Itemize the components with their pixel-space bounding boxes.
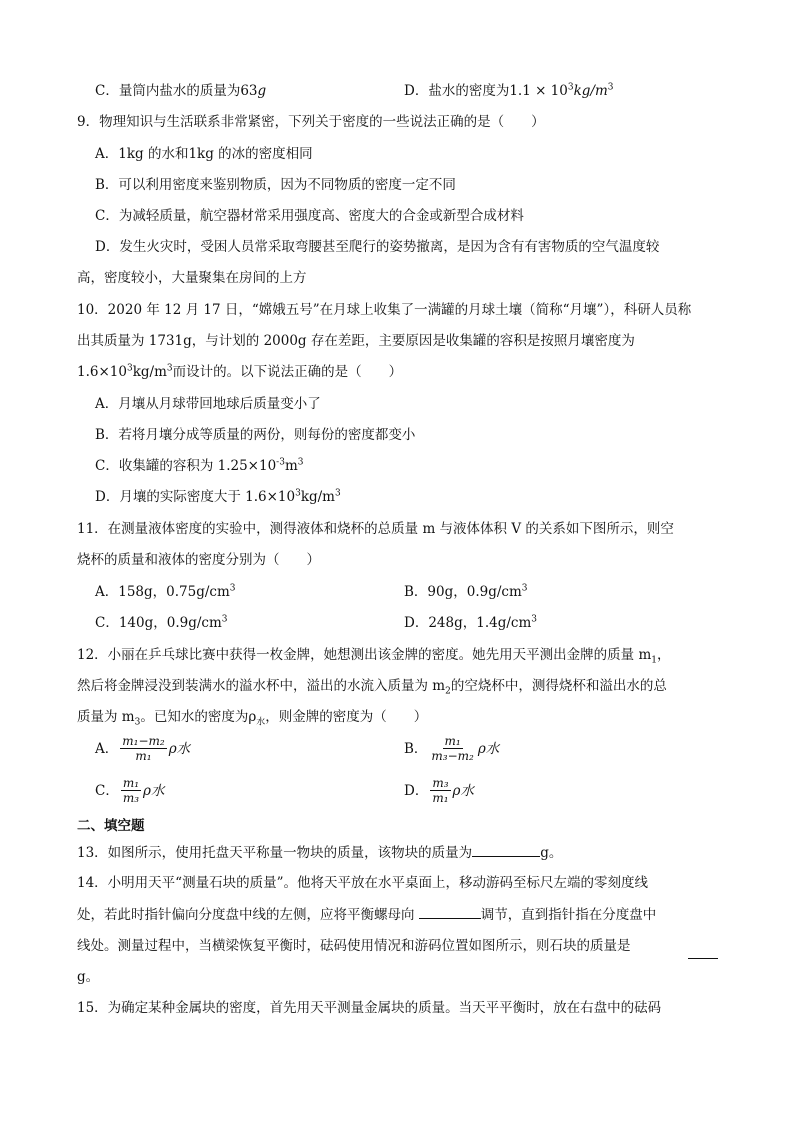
q9-option-d-line2: 高，密度较小，大量聚集在房间的上方	[77, 270, 307, 286]
q9-stem: 9．物理知识与生活联系非常紧密，下列关于密度的一些说法正确的是（ ）	[77, 114, 545, 130]
q14-line3: 线处。测量过程中，当横梁恢复平衡时，砝码使用情况和游码位置如图所示，则石块的质量是	[77, 938, 631, 954]
q12-option-b: B． $\frac{\text{m₁}}{\text{m₃−m₂}}$ ρ水	[404, 734, 500, 763]
q12-option-c: C． $\frac{\text{m₁}}{\text{m₃}}$ ρ水	[95, 776, 165, 805]
q10-stem-line2: 出其质量为 1731g，与计划的 2000g 存在差距，主要原因是收集罐的容积是按照月壤密度为	[77, 333, 635, 349]
q10-option-c: C．收集罐的容积为 $1.25\times 10^{-3}m^3$	[95, 457, 304, 474]
q12-stem-line1: 12．小丽在乒乓球比赛中获得一枚金牌，她想测出该金牌的密度。她先用天平测出金牌的质量 $m_1$，	[77, 647, 671, 666]
section-heading-fill-in: 二、填空题	[77, 818, 145, 834]
q14-line4: g。	[77, 969, 100, 985]
q10-stem-line3: $1.6\times 10^3kg/m^3$而设计的。以下说法正确的是（ ）	[77, 363, 403, 380]
q9-option-a: A．1kg 的水和1kg 的冰的密度相同	[95, 146, 313, 162]
q9-option-b: B．可以利用密度来鉴别物质，因为不同物质的密度一定不同	[95, 177, 456, 193]
q11-option-a: A．158g，$0.75g/cm^3$	[95, 583, 236, 600]
q13-answer-blank[interactable]	[472, 842, 540, 857]
q10-option-b: B．若将月壤分成等质量的两份，则每份的密度都变小	[95, 427, 416, 443]
q10-option-a: A．月壤从月球带回地球后质量变小了	[95, 396, 321, 412]
q11-option-d: D．248g，$1.4g/cm^3$	[404, 614, 537, 631]
q13-text: 13．如图所示，使用托盘天平称量一物块的质量，该物块的质量为 g。	[77, 842, 562, 863]
q12-stem-line2: 然后将金牌浸没到装满水的溢水杯中，溢出的水流入质量为 $m_2$的空烧杯中，测得烧杯和溢出水的总	[77, 678, 667, 697]
q11-option-c: C．140g，$0.9g/cm^3$	[95, 614, 228, 631]
q14-line2: 处，若此时指针偏向分度盘中线的左侧，应将平衡螺母向 调节，直到指针指在分度盘中	[77, 904, 656, 925]
q12-option-a-fraction: $\frac{\text{m₁−m₂}}{\text{m₁}}$	[122, 734, 165, 763]
q8-option-d: D．盐水的密度为$1.1 \times 10^3kg/m^3$	[404, 82, 614, 99]
q10-option-d: D．月壤的实际密度大于 $1.6\times 10^3kg/m^3$	[95, 488, 341, 505]
q12-stem-line3: 质量为 $m_3$。已知水的密度为$\rho_水$，则金牌的密度为（ ）	[77, 709, 428, 728]
q11-option-b: B．90g，$0.9g/cm^3$	[404, 583, 528, 600]
q12-option-d-fraction: $\frac{\text{m₃}}{\text{m₁}}$	[432, 776, 449, 805]
q14-line1: 14．小明用天平“测量石块的质量”。他将天平放在水平桌面上，移动游码至标尺左端的零刻度线	[77, 875, 648, 891]
q12-option-c-fraction: $\frac{\text{m₁}}{\text{m₃}}$	[122, 776, 140, 805]
q11-stem-line1: 11．在测量液体密度的实验中，测得液体和烧杯的总质量 m 与液体体积 V 的关系如下图所示，则空	[77, 521, 674, 537]
q15-line1: 15．为确定某种金属块的密度，首先用天平测量金属块的质量。当天平平衡时，放在右盘中的砝码	[77, 1000, 662, 1016]
q12-option-a: A． $\frac{\text{m₁−m₂}}{\text{m₁}}$ ρ水	[95, 734, 191, 763]
q11-stem-line2: 烧杯的质量和液体的密度分别为（ ）	[77, 552, 320, 568]
q14-answer-blank-1[interactable]	[419, 904, 481, 919]
q8-option-c: C．量筒内盐水的质量为63g	[95, 83, 267, 99]
q9-option-d-line1: D．发生火灾时，受困人员常采取弯腰甚至爬行的姿势撤离，是因为含有有害物质的空气温度较	[95, 239, 660, 255]
q12-option-d: D． $\frac{\text{m₃}}{\text{m₁}}$ ρ水	[404, 776, 474, 805]
q10-stem-line1: 10．2020 年 12 月 17 日，“嫦娥五号”在月球上收集了一满罐的月球土壤（简称“月壤”），科研人员称	[77, 302, 692, 318]
q9-option-c: C．为减轻质量，航空器材常采用强度高、密度大的合金或新型合成材料	[95, 208, 524, 224]
q14-answer-blank-2[interactable]	[688, 944, 718, 959]
q12-option-b-fraction: $\frac{\text{m₁}}{\text{m₃−m₂}}$	[431, 734, 474, 763]
